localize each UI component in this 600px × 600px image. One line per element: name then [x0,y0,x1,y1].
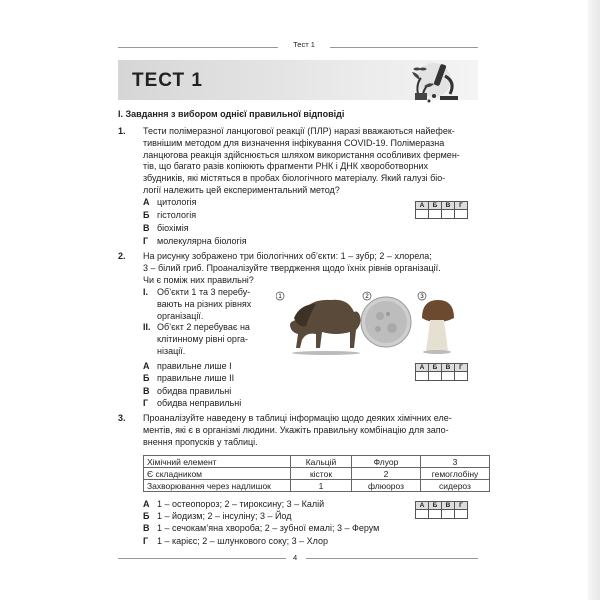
question-2-option-d[interactable]: Г обидва неправильні [143,398,242,408]
svg-text:1: 1 [278,294,282,301]
header-rule-right [330,47,478,48]
question-2-option-b[interactable]: Б правильне лише ІІ [143,373,235,383]
test-title: ТЕСТ 1 [132,70,203,91]
question-2-statement-2: II. Об’єкт 2 перебуває на клітинному рівні орга- нізації. [143,322,250,356]
page-number: 4 [293,553,298,562]
svg-text:2: 2 [365,294,369,301]
running-header-text: Тест 1 [293,40,315,49]
section-title: I. Завдання з вибором однієї правильної відповіді [118,109,345,119]
question-3-text: Проаналізуйте наведену в таблиці інформацію щодо деяких хімічних еле- ментів, які є в організмі людини. Укажіть правильну комбінацію для запо- внення пропусків у таблиці. [143,413,452,447]
question-1-text: Тести полімеразної ланцюгової реакції (ПЛР) наразі вважаються найефек- тивнішим методом для визначення інфікування COVID-19. Полімеразна ланцюгова реакція здійснюється шляхом використання особливих фермен- тів, що багато разів копіюють фрагменти РНК і ДНК хвороботворних збудників, які містяться в пробах біологічного матеріалу. Який галузі біо- логії належить цей експериментальний метод? [143,126,460,195]
microscope-plant-icon [404,60,464,106]
question-1-option-d[interactable]: Г молекулярна біологія [143,236,247,246]
question-2-text: На рисунку зображено три біологічних об’єкти: 1 – зубр; 2 – хлорела; 3 – білий гриб. Проаналізуйте твердження щодо їхніх рівнів організації. Чи є поміж них правильні? [143,251,441,285]
question-1-answer-grid[interactable]: А Б В Г [415,201,468,219]
question-2-option-c[interactable]: В обидва правильні [143,386,232,396]
question-3-option-d[interactable]: Г 1 – карієс; 2 – шлункового соку; 3 – Хлор [143,536,329,546]
chlorella-image [361,297,411,347]
table-row: Хімічний елемент Кальцій Флуор 3 [144,456,490,468]
question-2-figure [276,290,456,360]
running-header [0,39,600,53]
chemical-elements-table [143,455,490,492]
question-2-number: 2. [118,251,126,261]
figure-label-2 [363,292,371,300]
footer-rule-right [306,558,478,559]
page-edge-shadow [588,0,600,600]
page-footer [0,553,600,565]
question-3-option-a[interactable]: А 1 – остеопороз; 2 – тироксину; 3 – Калій [143,499,325,509]
footer-rule-left [118,558,286,559]
question-3-answer-grid[interactable]: А Б В Г [415,501,468,519]
question-3-option-b[interactable]: Б 1 – йодизм; 2 – інсуліну; 3 – Йод [143,511,292,521]
svg-text:3: 3 [420,294,424,301]
figure-label-3 [418,292,426,300]
figure-label-1 [276,292,284,300]
question-2-answer-grid[interactable]: А Б В Г [415,363,468,381]
porcini-mushroom-image [422,300,454,354]
header-rule-left [118,47,278,48]
table-row: Захворювання через надлишок 1 флюороз сидероз [144,480,490,492]
question-2-statement-1: I. Об’єкти 1 та 3 перебу- вають на різних рівнях організації. [143,287,252,321]
table-row: Є складником кісток 2 гемоглобіну [144,468,490,480]
question-1-option-a[interactable]: А цитологія [143,197,197,207]
question-3-option-c[interactable]: В 1 – сечокам’яна хвороба; 2 – зубної емалі; 3 – Ферум [143,523,380,533]
question-1-option-c[interactable]: В біохімія [143,223,189,233]
bison-image [290,300,361,355]
question-1-number: 1. [118,126,126,136]
question-3-number: 3. [118,413,126,423]
question-1-option-b[interactable]: Б гістологія [143,210,197,220]
question-2-option-a[interactable]: А правильне лише І [143,361,232,371]
